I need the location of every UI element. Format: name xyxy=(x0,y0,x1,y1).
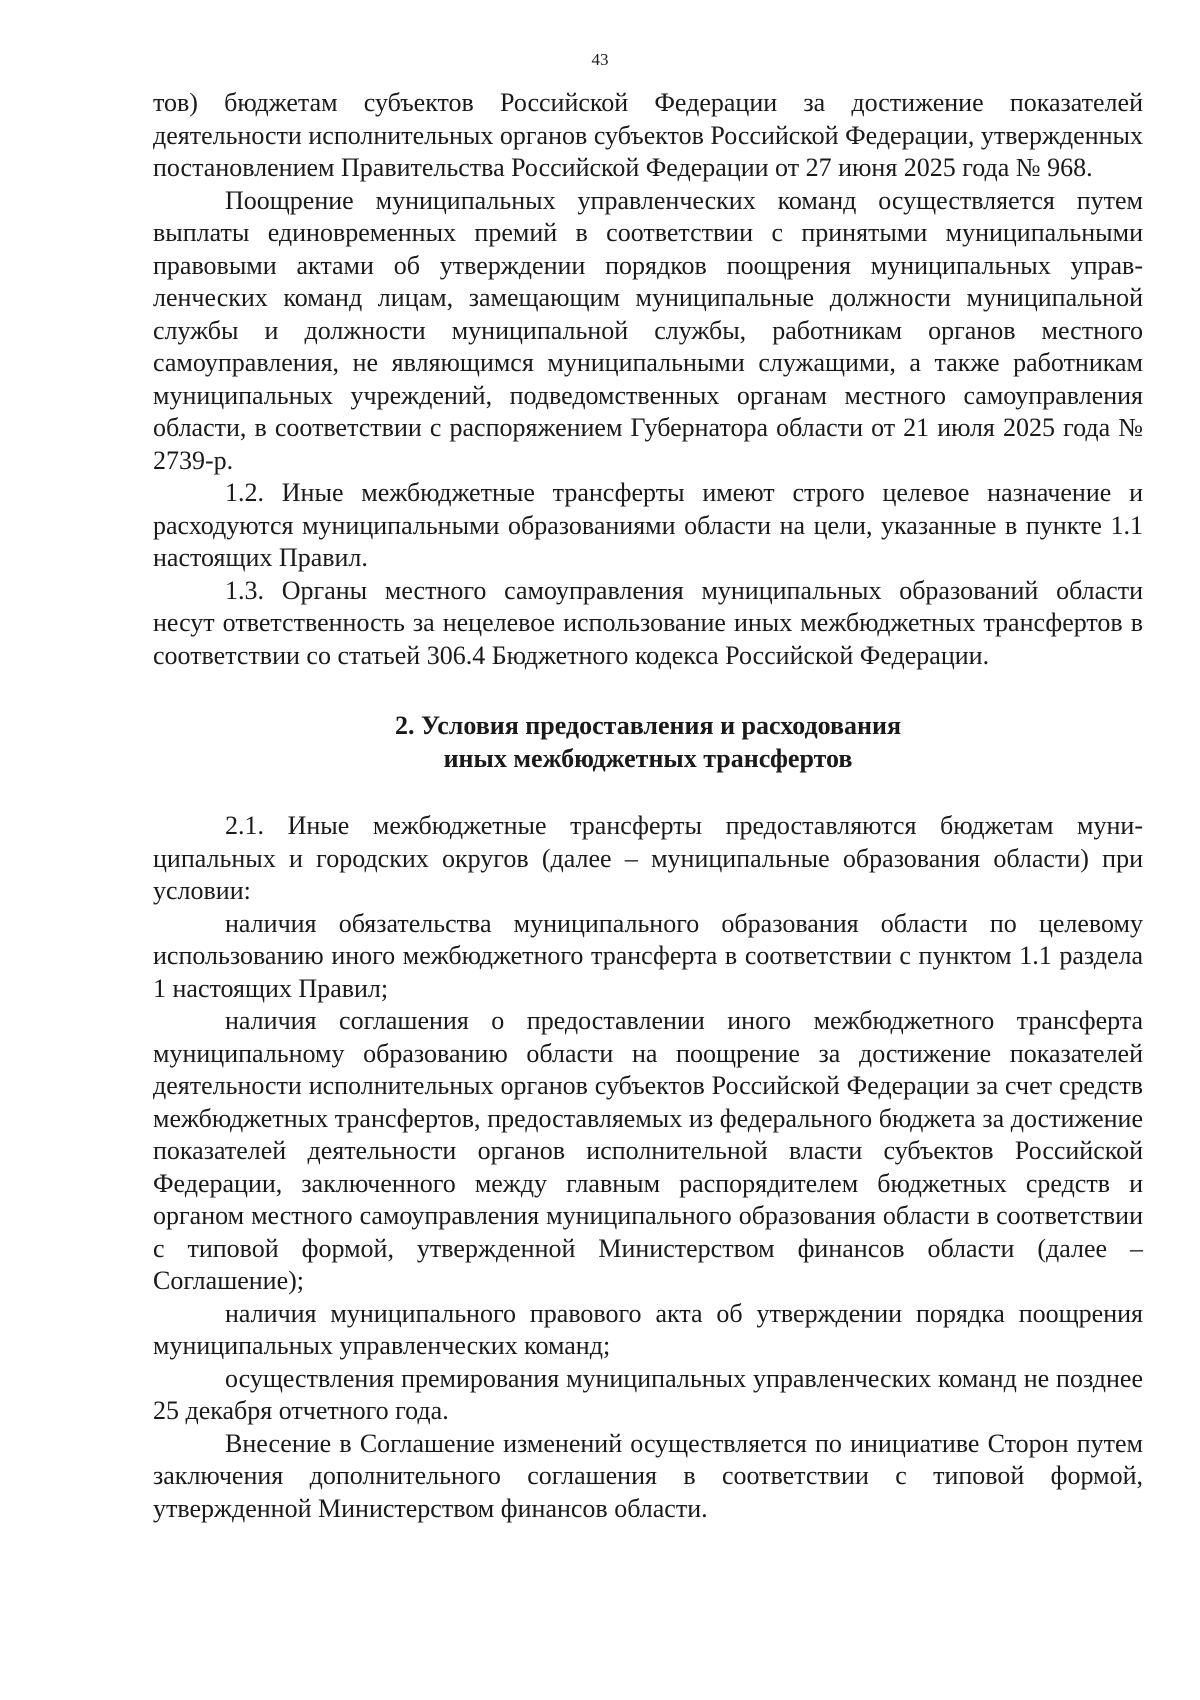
paragraph-clause-1-2: 1.2. Иные межбюджетные трансферты имеют строго целевое назначение и расходуются муниципальными образованиями области на цели, указанные в пункте 1.1 настоящих Правил. xyxy=(153,478,1143,572)
paragraph-encouragement: Поощрение муниципальных управленческих команд осуществляется путем выплаты единовременных премий в соответствии с принятыми муниципальными правовыми актами об утверждении порядков поощрения муниципальных управленческих команд лицам, замещающим муниципальные должности муниципальной службы и должности муниципальной службы, работникам органов местного самоуправления, не являющимся муниципальными служащими, а также работникам муниципальных учреждений, подведомственных органам местного самоуправления области, в соответствии с распоряжением Губернатора области от 21 июля 2025 года № 2739-р. xyxy=(153,185,1143,475)
paragraph-condition-legal-act: наличия муниципального правового акта об утверждении порядка поощрения муниципальных управленческих команд; xyxy=(153,1298,1143,1360)
section-heading-line-1: 2. Условия предоставления и расходования xyxy=(394,711,902,740)
paragraph-clause-1-3: 1.3. Органы местного самоуправления муниципальных образований области несут ответственность за нецелевое использование иных межбюджетных трансфертов в соответствии со статьей 306.4 Бюджетного кодекса Российской Федерации. xyxy=(153,575,1143,670)
paragraph-amendments: Внесение в Соглашение изменений осуществляется по инициативе Сторон путем заключения дополнительного соглашения в соответствии с типовой формой, утвержденной Министерством финансов области. xyxy=(153,1428,1143,1523)
page-number: 43 xyxy=(591,50,609,69)
document-body xyxy=(153,87,1143,1525)
paragraph-condition-agreement: наличия соглашения о предоставлении иного межбюджетного трансферта муниципальному образованию области на поощрение за достижение показателей деятельности исполнительных органов субъектов Российской Федерации за счет средств межбюджетных трансфертов, предоставляемых из федерального бюджета за достижение показателей деятельности органов исполнительной власти субъектов Российской Федерации, заключенного между главным распорядителем бюджетных средств и органом местного самоуправления муниципального образования области в соответствии с типовой формой, утвержденной Министерством финансов области (далее – Соглашение); xyxy=(153,1006,1143,1295)
section-heading xyxy=(153,710,1143,775)
paragraph-clause-2-1: 2.1. Иные межбюджетные трансферты предоставляются бюджетам муниципальных и городских округов (далее – муниципальные образования области) при условии: xyxy=(153,811,1143,905)
paragraph-condition-bonus: осуществления премирования муниципальных управленческих команд не позднее 25 декабря отчетного года. xyxy=(153,1363,1143,1425)
section-heading-line-2: иных межбюджетных трансфертов xyxy=(443,743,853,773)
paragraph-continuation: тов) бюджетам субъектов Российской Федерации за достижение показателей деятельности исполнительных органов субъектов Российской Федерации, утвержденных постановлением Правительства Российской Федерации от 27 июня 2025 года № 968. xyxy=(153,88,1143,182)
paragraph-condition-obligation: наличия обязательства муниципального образования области по целевому использованию иного межбюджетного трансферта в соответствии с пунктом 1.1 раздела 1 настоящих Правил; xyxy=(153,908,1143,1003)
